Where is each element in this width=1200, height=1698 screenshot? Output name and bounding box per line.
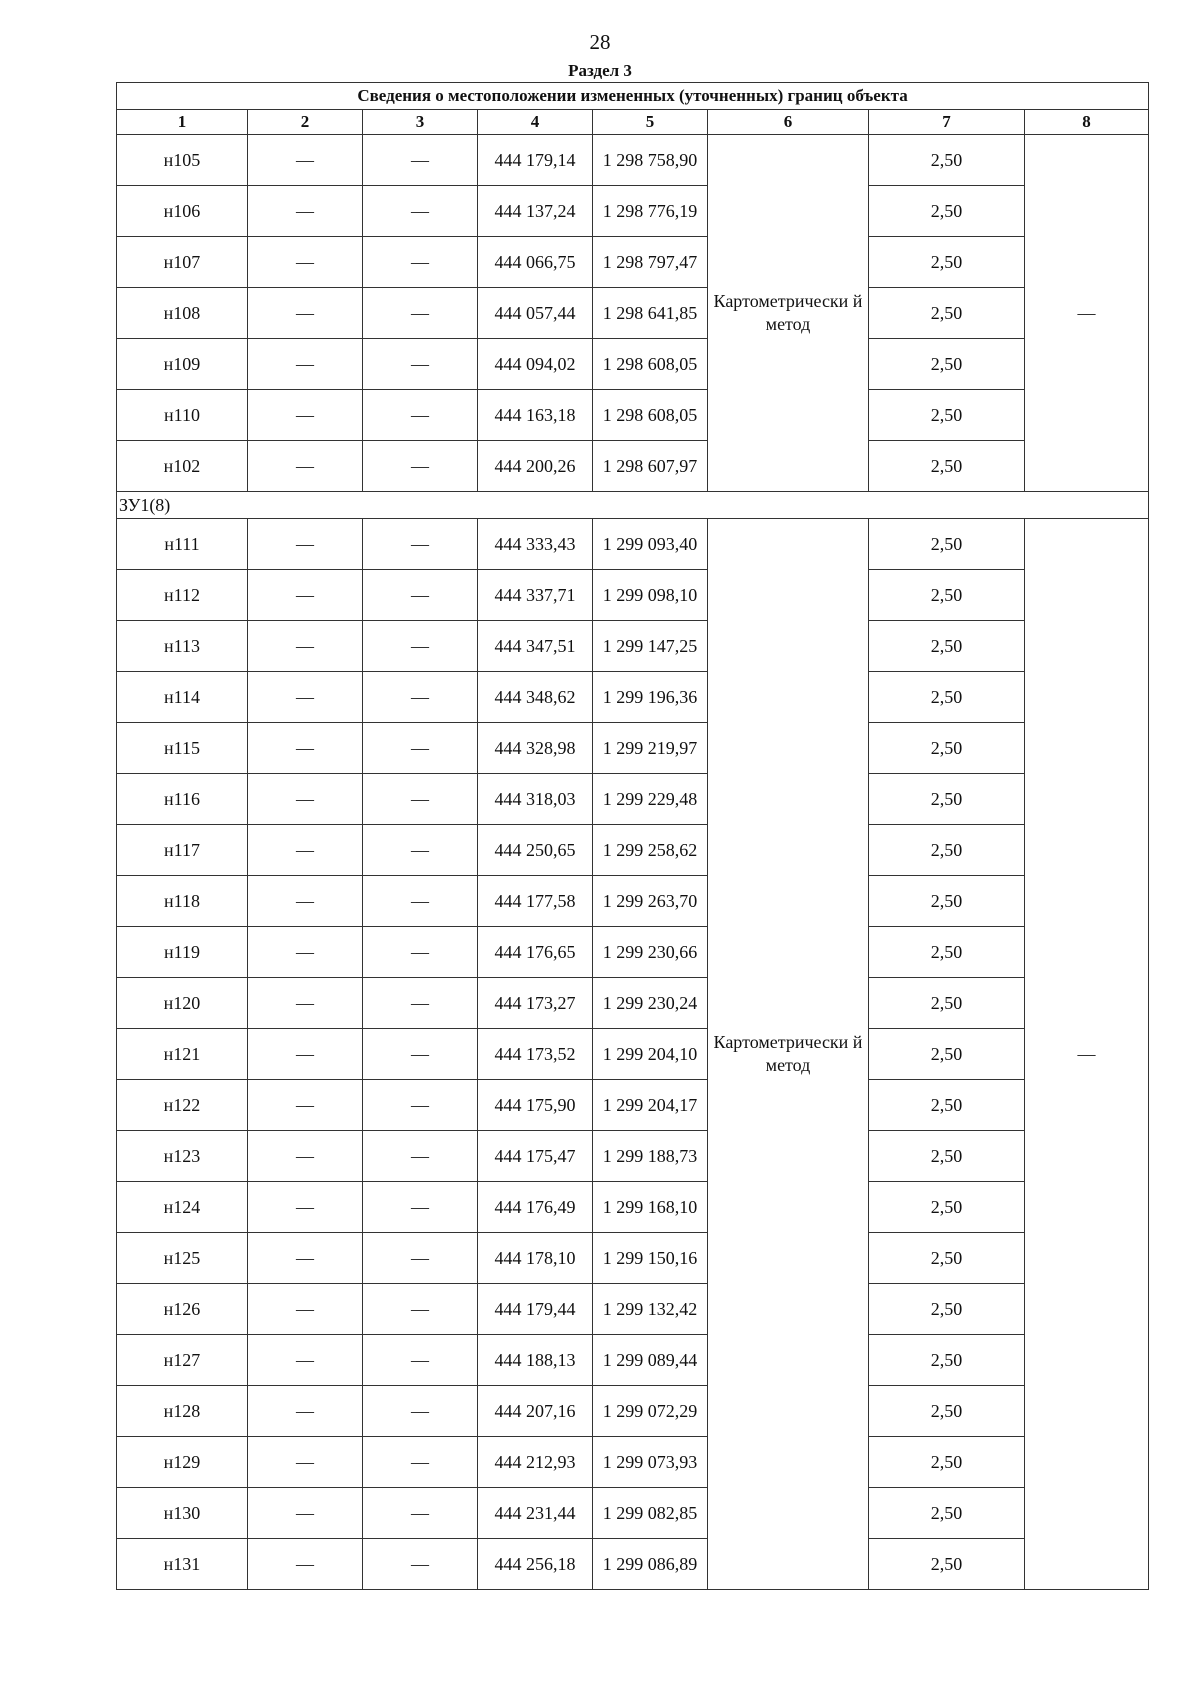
- table-caption-row: [117, 83, 1149, 110]
- precision-cell: 2,50: [869, 288, 1025, 339]
- column-3-dash-cell: —: [363, 774, 478, 825]
- column-2-dash-cell: —: [248, 390, 363, 441]
- column-8-dash-cell: —: [1025, 519, 1149, 1590]
- precision-cell: 2,50: [869, 1539, 1025, 1590]
- y-coordinate-cell: 1 299 196,36: [593, 672, 708, 723]
- column-2-dash-cell: —: [248, 570, 363, 621]
- y-coordinate-cell: 1 298 608,05: [593, 339, 708, 390]
- method-cell: Картометрически й метод: [708, 135, 869, 492]
- x-coordinate-cell: 444 200,26: [478, 441, 593, 492]
- precision-cell: 2,50: [869, 1233, 1025, 1284]
- x-coordinate-cell: 444 231,44: [478, 1488, 593, 1539]
- table-row: [117, 237, 1149, 288]
- point-name-cell: н126: [117, 1284, 248, 1335]
- precision-cell: 2,50: [869, 1437, 1025, 1488]
- precision-cell: 2,50: [869, 237, 1025, 288]
- point-name-cell: н119: [117, 927, 248, 978]
- precision-cell: 2,50: [869, 876, 1025, 927]
- x-coordinate-cell: 444 175,47: [478, 1131, 593, 1182]
- x-coordinate-cell: 444 175,90: [478, 1080, 593, 1131]
- method-cell: Картометрически й метод: [708, 519, 869, 1590]
- point-name-cell: н114: [117, 672, 248, 723]
- table-row: [117, 135, 1149, 186]
- point-name-cell: н113: [117, 621, 248, 672]
- precision-cell: 2,50: [869, 570, 1025, 621]
- column-2-dash-cell: —: [248, 441, 363, 492]
- y-coordinate-cell: 1 299 082,85: [593, 1488, 708, 1539]
- point-name-cell: н129: [117, 1437, 248, 1488]
- x-coordinate-cell: 444 337,71: [478, 570, 593, 621]
- column-number: 8: [1025, 110, 1149, 135]
- y-coordinate-cell: 1 299 147,25: [593, 621, 708, 672]
- y-coordinate-cell: 1 298 607,97: [593, 441, 708, 492]
- y-coordinate-cell: 1 298 641,85: [593, 288, 708, 339]
- page-number: 28: [589, 30, 611, 54]
- column-number: 5: [593, 110, 708, 135]
- table-row: [117, 825, 1149, 876]
- column-2-dash-cell: —: [248, 519, 363, 570]
- y-coordinate-cell: 1 299 230,66: [593, 927, 708, 978]
- column-3-dash-cell: —: [363, 1335, 478, 1386]
- point-name-cell: н121: [117, 1029, 248, 1080]
- x-coordinate-cell: 444 057,44: [478, 288, 593, 339]
- y-coordinate-cell: 1 299 150,16: [593, 1233, 708, 1284]
- precision-cell: 2,50: [869, 1182, 1025, 1233]
- column-2-dash-cell: —: [248, 1029, 363, 1080]
- column-8-dash-cell: —: [1025, 135, 1149, 492]
- column-2-dash-cell: —: [248, 774, 363, 825]
- column-3-dash-cell: —: [363, 339, 478, 390]
- x-coordinate-cell: 444 094,02: [478, 339, 593, 390]
- precision-cell: 2,50: [869, 390, 1025, 441]
- point-name-cell: н120: [117, 978, 248, 1029]
- table-row: [117, 1335, 1149, 1386]
- precision-cell: 2,50: [869, 135, 1025, 186]
- column-2-dash-cell: —: [248, 135, 363, 186]
- precision-cell: 2,50: [869, 1488, 1025, 1539]
- x-coordinate-cell: 444 176,65: [478, 927, 593, 978]
- column-2-dash-cell: —: [248, 1437, 363, 1488]
- column-2-dash-cell: —: [248, 1386, 363, 1437]
- column-2-dash-cell: —: [248, 876, 363, 927]
- y-coordinate-cell: 1 298 608,05: [593, 390, 708, 441]
- column-2-dash-cell: —: [248, 186, 363, 237]
- column-3-dash-cell: —: [363, 441, 478, 492]
- column-3-dash-cell: —: [363, 288, 478, 339]
- precision-cell: 2,50: [869, 774, 1025, 825]
- y-coordinate-cell: 1 299 204,10: [593, 1029, 708, 1080]
- point-name-cell: н118: [117, 876, 248, 927]
- point-name-cell: н131: [117, 1539, 248, 1590]
- x-coordinate-cell: 444 348,62: [478, 672, 593, 723]
- column-2-dash-cell: —: [248, 621, 363, 672]
- point-name-cell: н115: [117, 723, 248, 774]
- table-row: [117, 339, 1149, 390]
- table-row: [117, 1488, 1149, 1539]
- point-name-cell: н107: [117, 237, 248, 288]
- column-3-dash-cell: —: [363, 825, 478, 876]
- column-3-dash-cell: —: [363, 1131, 478, 1182]
- column-3-dash-cell: —: [363, 390, 478, 441]
- column-3-dash-cell: —: [363, 621, 478, 672]
- column-2-dash-cell: —: [248, 1539, 363, 1590]
- point-name-cell: н110: [117, 390, 248, 441]
- table-row: [117, 621, 1149, 672]
- column-number: 7: [869, 110, 1025, 135]
- x-coordinate-cell: 444 212,93: [478, 1437, 593, 1488]
- table-row: [117, 519, 1149, 570]
- x-coordinate-cell: 444 176,49: [478, 1182, 593, 1233]
- x-coordinate-cell: 444 178,10: [478, 1233, 593, 1284]
- column-3-dash-cell: —: [363, 672, 478, 723]
- y-coordinate-cell: 1 298 776,19: [593, 186, 708, 237]
- x-coordinate-cell: 444 188,13: [478, 1335, 593, 1386]
- point-name-cell: н116: [117, 774, 248, 825]
- point-name-cell: н125: [117, 1233, 248, 1284]
- column-2-dash-cell: —: [248, 288, 363, 339]
- point-name-cell: н112: [117, 570, 248, 621]
- table-row: [117, 1131, 1149, 1182]
- column-2-dash-cell: —: [248, 1488, 363, 1539]
- precision-cell: 2,50: [869, 1335, 1025, 1386]
- x-coordinate-cell: 444 318,03: [478, 774, 593, 825]
- column-2-dash-cell: —: [248, 723, 363, 774]
- point-name-cell: н109: [117, 339, 248, 390]
- y-coordinate-cell: 1 299 229,48: [593, 774, 708, 825]
- column-2-dash-cell: —: [248, 1335, 363, 1386]
- column-2-dash-cell: —: [248, 927, 363, 978]
- column-2-dash-cell: —: [248, 1284, 363, 1335]
- column-2-dash-cell: —: [248, 1080, 363, 1131]
- y-coordinate-cell: 1 299 073,93: [593, 1437, 708, 1488]
- table-row: [117, 1284, 1149, 1335]
- column-3-dash-cell: —: [363, 186, 478, 237]
- column-2-dash-cell: —: [248, 1131, 363, 1182]
- point-name-cell: н105: [117, 135, 248, 186]
- column-3-dash-cell: —: [363, 1284, 478, 1335]
- precision-cell: 2,50: [869, 672, 1025, 723]
- precision-cell: 2,50: [869, 1080, 1025, 1131]
- y-coordinate-cell: 1 299 093,40: [593, 519, 708, 570]
- point-name-cell: н122: [117, 1080, 248, 1131]
- section-title: Раздел 3: [568, 61, 632, 80]
- table-row: [117, 978, 1149, 1029]
- y-coordinate-cell: 1 298 797,47: [593, 237, 708, 288]
- table-row: [117, 288, 1149, 339]
- point-name-cell: н108: [117, 288, 248, 339]
- x-coordinate-cell: 444 328,98: [478, 723, 593, 774]
- x-coordinate-cell: 444 179,14: [478, 135, 593, 186]
- column-3-dash-cell: —: [363, 1386, 478, 1437]
- column-3-dash-cell: —: [363, 519, 478, 570]
- column-3-dash-cell: —: [363, 723, 478, 774]
- table-row: [117, 1539, 1149, 1590]
- y-coordinate-cell: 1 299 072,29: [593, 1386, 708, 1437]
- point-name-cell: н102: [117, 441, 248, 492]
- precision-cell: 2,50: [869, 1029, 1025, 1080]
- column-2-dash-cell: —: [248, 339, 363, 390]
- column-number: 3: [363, 110, 478, 135]
- y-coordinate-cell: 1 299 258,62: [593, 825, 708, 876]
- table-row: [117, 927, 1149, 978]
- table-row: [117, 774, 1149, 825]
- point-name-cell: н128: [117, 1386, 248, 1437]
- table-caption: Сведения о местоположении измененных (уточненных) границ объекта: [117, 83, 1149, 110]
- precision-cell: 2,50: [869, 519, 1025, 570]
- y-coordinate-cell: 1 299 230,24: [593, 978, 708, 1029]
- point-name-cell: н117: [117, 825, 248, 876]
- y-coordinate-cell: 1 299 204,17: [593, 1080, 708, 1131]
- precision-cell: 2,50: [869, 978, 1025, 1029]
- column-3-dash-cell: —: [363, 570, 478, 621]
- table-row: [117, 1029, 1149, 1080]
- x-coordinate-cell: 444 347,51: [478, 621, 593, 672]
- precision-cell: 2,50: [869, 1131, 1025, 1182]
- column-2-dash-cell: —: [248, 1182, 363, 1233]
- column-2-dash-cell: —: [248, 1233, 363, 1284]
- column-3-dash-cell: —: [363, 978, 478, 1029]
- x-coordinate-cell: 444 137,24: [478, 186, 593, 237]
- column-3-dash-cell: —: [363, 1233, 478, 1284]
- x-coordinate-cell: 444 333,43: [478, 519, 593, 570]
- precision-cell: 2,50: [869, 1284, 1025, 1335]
- column-3-dash-cell: —: [363, 1080, 478, 1131]
- column-number: 6: [708, 110, 869, 135]
- precision-cell: 2,50: [869, 723, 1025, 774]
- column-3-dash-cell: —: [363, 1437, 478, 1488]
- precision-cell: 2,50: [869, 186, 1025, 237]
- column-3-dash-cell: —: [363, 1029, 478, 1080]
- point-name-cell: н111: [117, 519, 248, 570]
- table-row: [117, 876, 1149, 927]
- y-coordinate-cell: 1 299 098,10: [593, 570, 708, 621]
- table-row: [117, 672, 1149, 723]
- column-2-dash-cell: —: [248, 237, 363, 288]
- y-coordinate-cell: 1 299 263,70: [593, 876, 708, 927]
- table-row: [117, 1437, 1149, 1488]
- point-name-cell: н127: [117, 1335, 248, 1386]
- table-row: [117, 441, 1149, 492]
- table-row: [117, 723, 1149, 774]
- x-coordinate-cell: 444 173,52: [478, 1029, 593, 1080]
- precision-cell: 2,50: [869, 339, 1025, 390]
- y-coordinate-cell: 1 299 219,97: [593, 723, 708, 774]
- x-coordinate-cell: 444 179,44: [478, 1284, 593, 1335]
- y-coordinate-cell: 1 299 086,89: [593, 1539, 708, 1590]
- parcel-label-row: [117, 492, 1149, 519]
- point-name-cell: н124: [117, 1182, 248, 1233]
- y-coordinate-cell: 1 299 188,73: [593, 1131, 708, 1182]
- column-3-dash-cell: —: [363, 1182, 478, 1233]
- point-name-cell: н130: [117, 1488, 248, 1539]
- column-3-dash-cell: —: [363, 237, 478, 288]
- x-coordinate-cell: 444 207,16: [478, 1386, 593, 1437]
- y-coordinate-cell: 1 299 089,44: [593, 1335, 708, 1386]
- column-2-dash-cell: —: [248, 978, 363, 1029]
- x-coordinate-cell: 444 163,18: [478, 390, 593, 441]
- precision-cell: 2,50: [869, 441, 1025, 492]
- column-number-row: [117, 110, 1149, 135]
- x-coordinate-cell: 444 173,27: [478, 978, 593, 1029]
- column-3-dash-cell: —: [363, 1488, 478, 1539]
- column-number: 1: [117, 110, 248, 135]
- table-row: [117, 390, 1149, 441]
- precision-cell: 2,50: [869, 825, 1025, 876]
- column-3-dash-cell: —: [363, 135, 478, 186]
- x-coordinate-cell: 444 066,75: [478, 237, 593, 288]
- column-2-dash-cell: —: [248, 825, 363, 876]
- table-row: [117, 1386, 1149, 1437]
- y-coordinate-cell: 1 298 758,90: [593, 135, 708, 186]
- x-coordinate-cell: 444 250,65: [478, 825, 593, 876]
- precision-cell: 2,50: [869, 1386, 1025, 1437]
- point-name-cell: н106: [117, 186, 248, 237]
- table-row: [117, 570, 1149, 621]
- point-name-cell: н123: [117, 1131, 248, 1182]
- x-coordinate-cell: 444 256,18: [478, 1539, 593, 1590]
- y-coordinate-cell: 1 299 132,42: [593, 1284, 708, 1335]
- column-number: 2: [248, 110, 363, 135]
- parcel-label: ЗУ1(8): [117, 492, 1149, 519]
- table-row: [117, 1182, 1149, 1233]
- column-3-dash-cell: —: [363, 876, 478, 927]
- table-row: [117, 186, 1149, 237]
- table-row: [117, 1233, 1149, 1284]
- column-3-dash-cell: —: [363, 1539, 478, 1590]
- table-row: [117, 1080, 1149, 1131]
- column-number: 4: [478, 110, 593, 135]
- precision-cell: 2,50: [869, 621, 1025, 672]
- coordinates-table: [116, 82, 1149, 1590]
- column-2-dash-cell: —: [248, 672, 363, 723]
- column-3-dash-cell: —: [363, 927, 478, 978]
- y-coordinate-cell: 1 299 168,10: [593, 1182, 708, 1233]
- x-coordinate-cell: 444 177,58: [478, 876, 593, 927]
- precision-cell: 2,50: [869, 927, 1025, 978]
